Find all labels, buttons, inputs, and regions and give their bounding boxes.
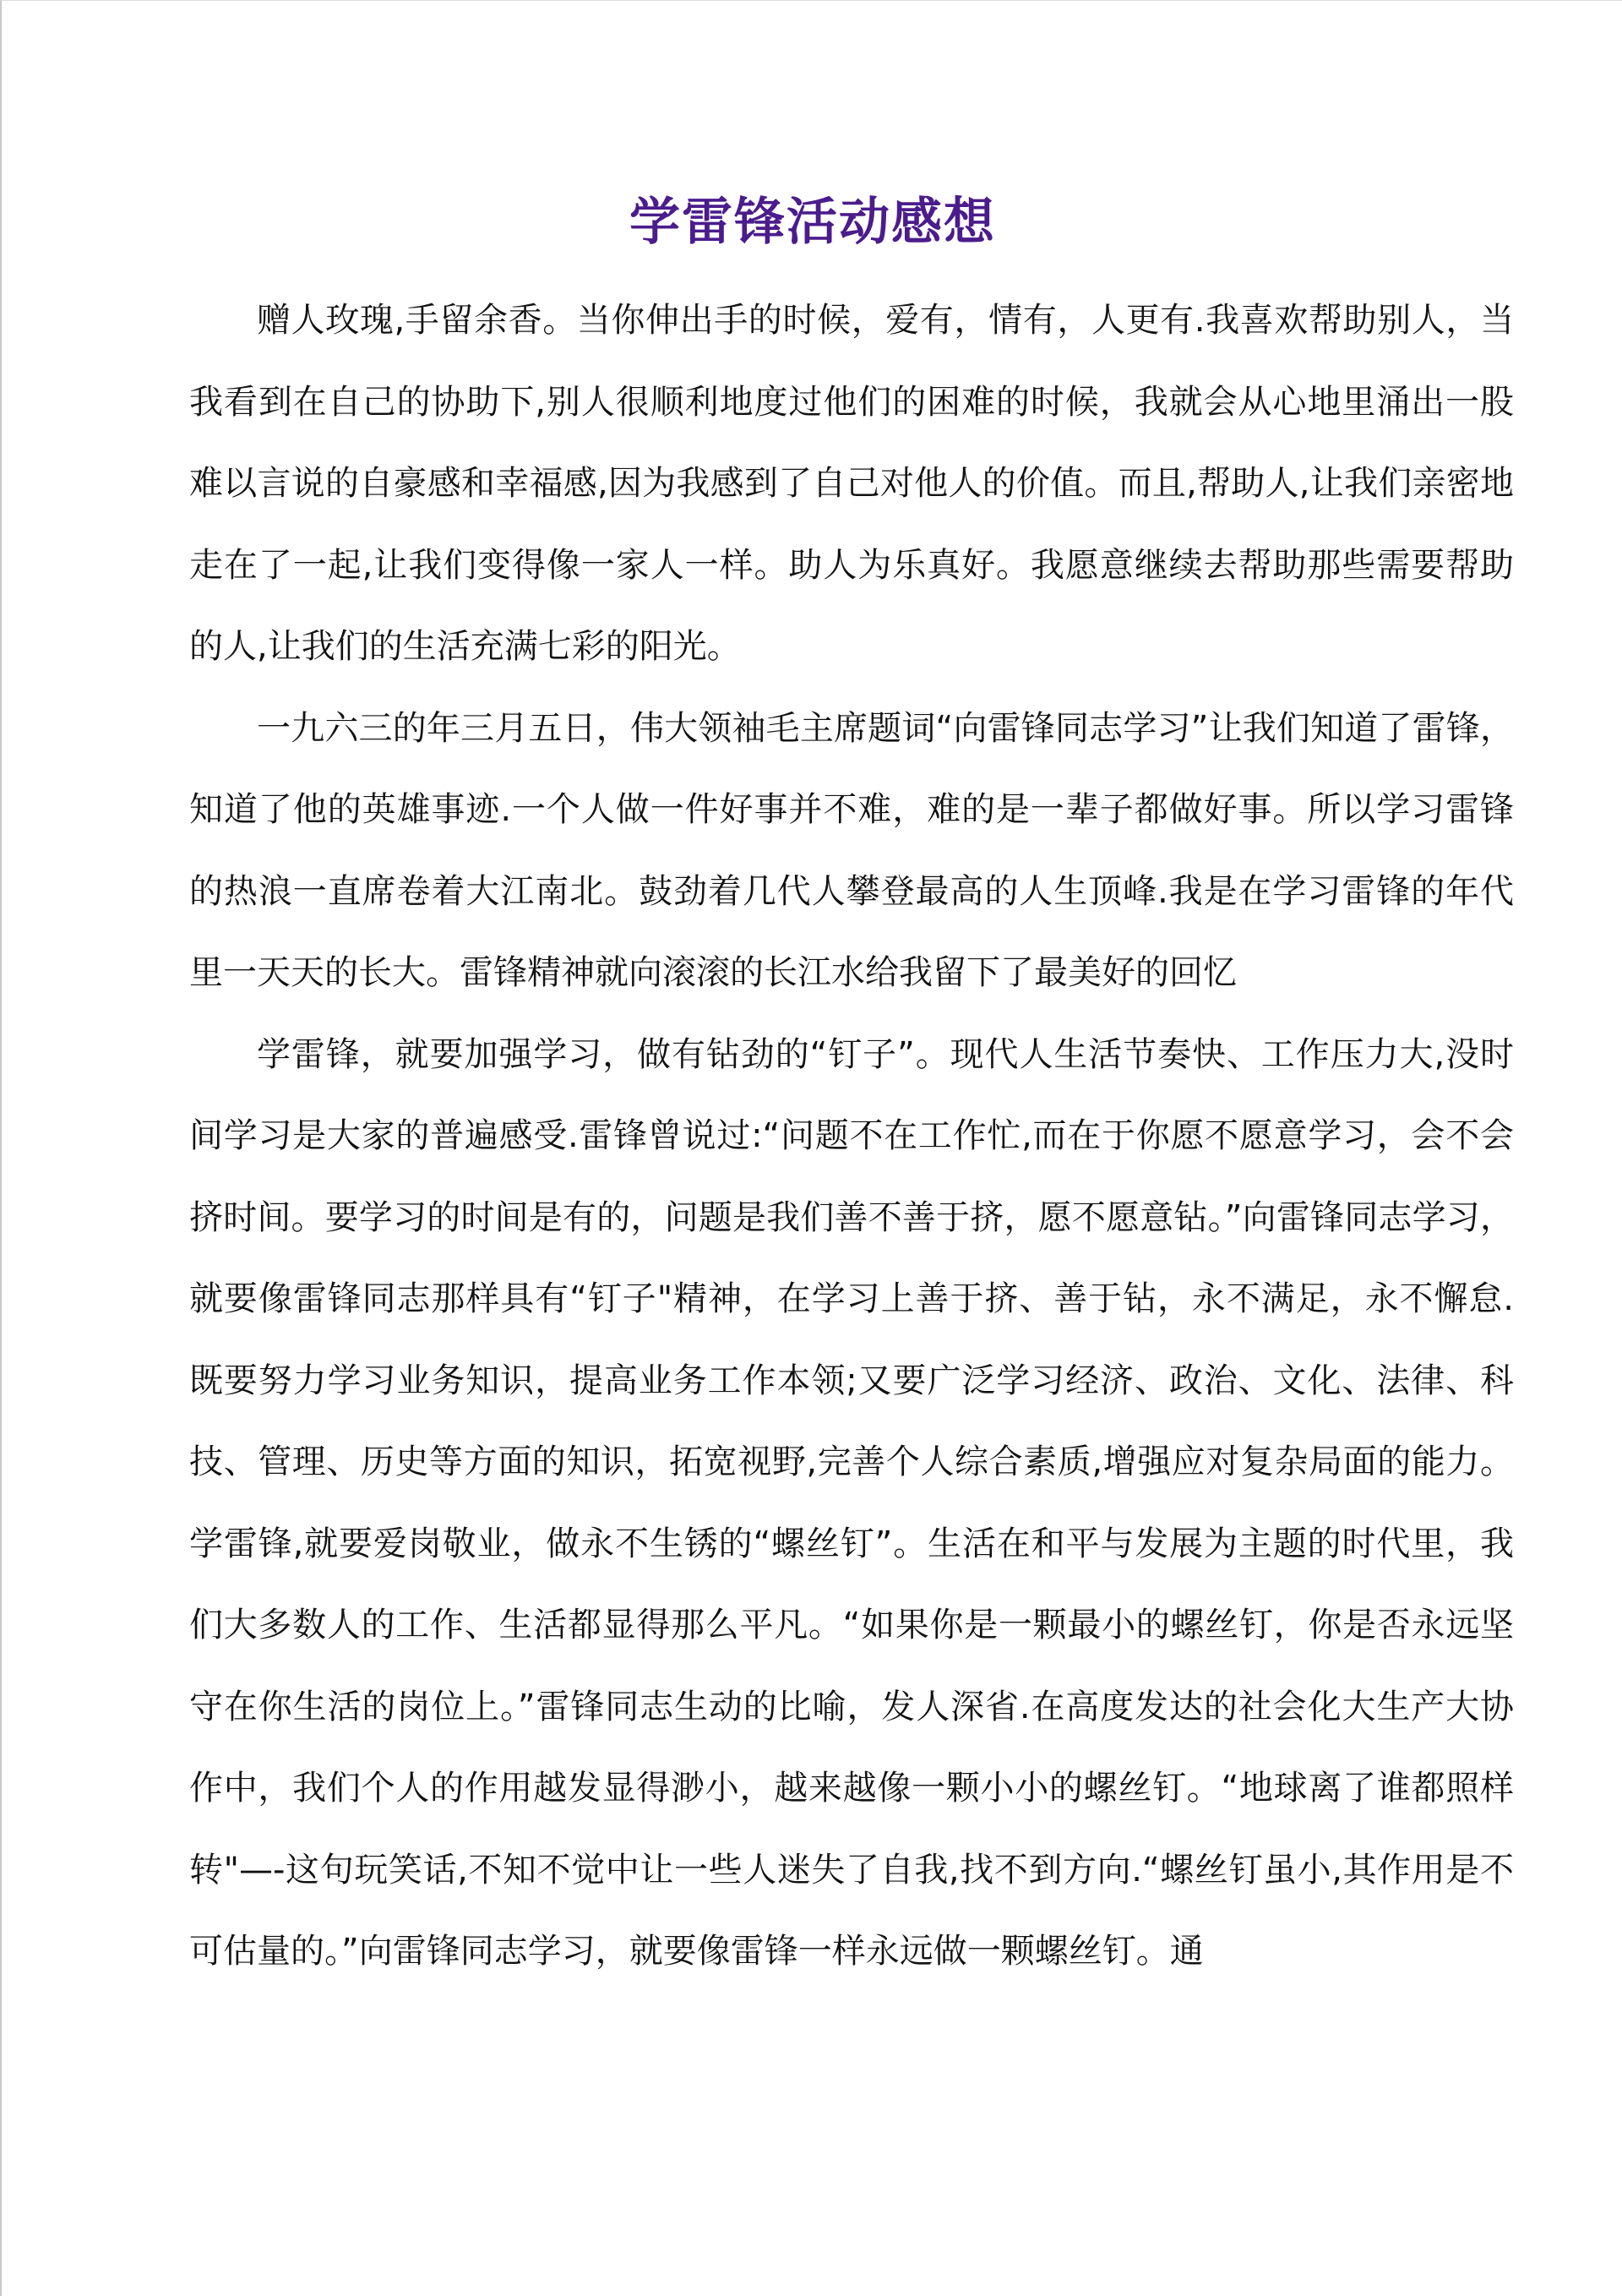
paragraph-1: 赠人玫瑰,手留余香。当你伸出手的时候，爱有，情有，人更有.我喜欢帮助别人，当我看到在自己的协助下,别人很顺利地度过他们的困难的时候，我就会从心地里涌出一股难以言说的自豪感和幸福感,因为我感到了自己对他人的价值。而且,帮助人,让我们亲密地走在了一起,让我们变得像一家人一样。助人为乐真好。我愿意继续去帮助那些需要帮助的人,让我们的生活充满七彩的阳光。 bbox=[189, 301, 1514, 666]
page-title: 学雷锋活动感想 bbox=[629, 193, 996, 252]
paragraph-3: 学雷锋，就要加强学习，做有钻劲的“钉子”。现代人生活节奏快、工作压力大,没时间学习是大家的普遍感受.雷锋曾说过:“问题不在工作忙,而在于你愿不愿意学习，会不会挤时间。要学习的时间是有的，问题是我们善不善于挤，愿不愿意钻。”向雷锋同志学习，就要像雷锋同志那样具有“钉子"精神，在学习上善于挤、善于钻，永不满足，永不懈怠.既要努力学习业务知识，提高业务工作本领;又要广泛学习经济、政治、文化、法律、科技、管理、历史等方面的知识，拓宽视野,完善个人综合素质,增强应对复杂局面的能力。学雷锋,就要爱岗敬业，做永不生锈的“螺丝钉”。生活在和平与发展为主题的时代里，我们大多数人的工作、生活都显得那么平凡。“如果你是一颗最小的螺丝钉，你是否永远坚守在你生活的岗位上。”雷锋同志生动的比喻，发人深省.在高度发达的社会化大生产大协作中，我们个人的作用越发显得渺小，越来越像一颗小小的螺丝钉。“地球离了谁都照样转"—-这句玩笑话,不知不觉中让一些人迷失了自我,找不到方向.“螺丝钉虽小,其作用是不可估量的。”向雷锋同志学习，就要像雷锋一样永远做一颗螺丝钉。通 bbox=[189, 1034, 1514, 1971]
paragraph-2: 一九六三的年三月五日，伟大领袖毛主席题词“向雷锋同志学习”让我们知道了雷锋，知道了他的英雄事迹.一个人做一件好事并不难，难的是一辈子都做好事。所以学习雷锋的热浪一直席卷着大江南北。鼓劲着几代人攀登最高的人生顶峰.我是在学习雷锋的年代里一天天的长大。雷锋精神就向滚滚的长江水给我留下了最美好的回忆 bbox=[189, 708, 1514, 992]
document-body bbox=[189, 280, 1514, 1993]
